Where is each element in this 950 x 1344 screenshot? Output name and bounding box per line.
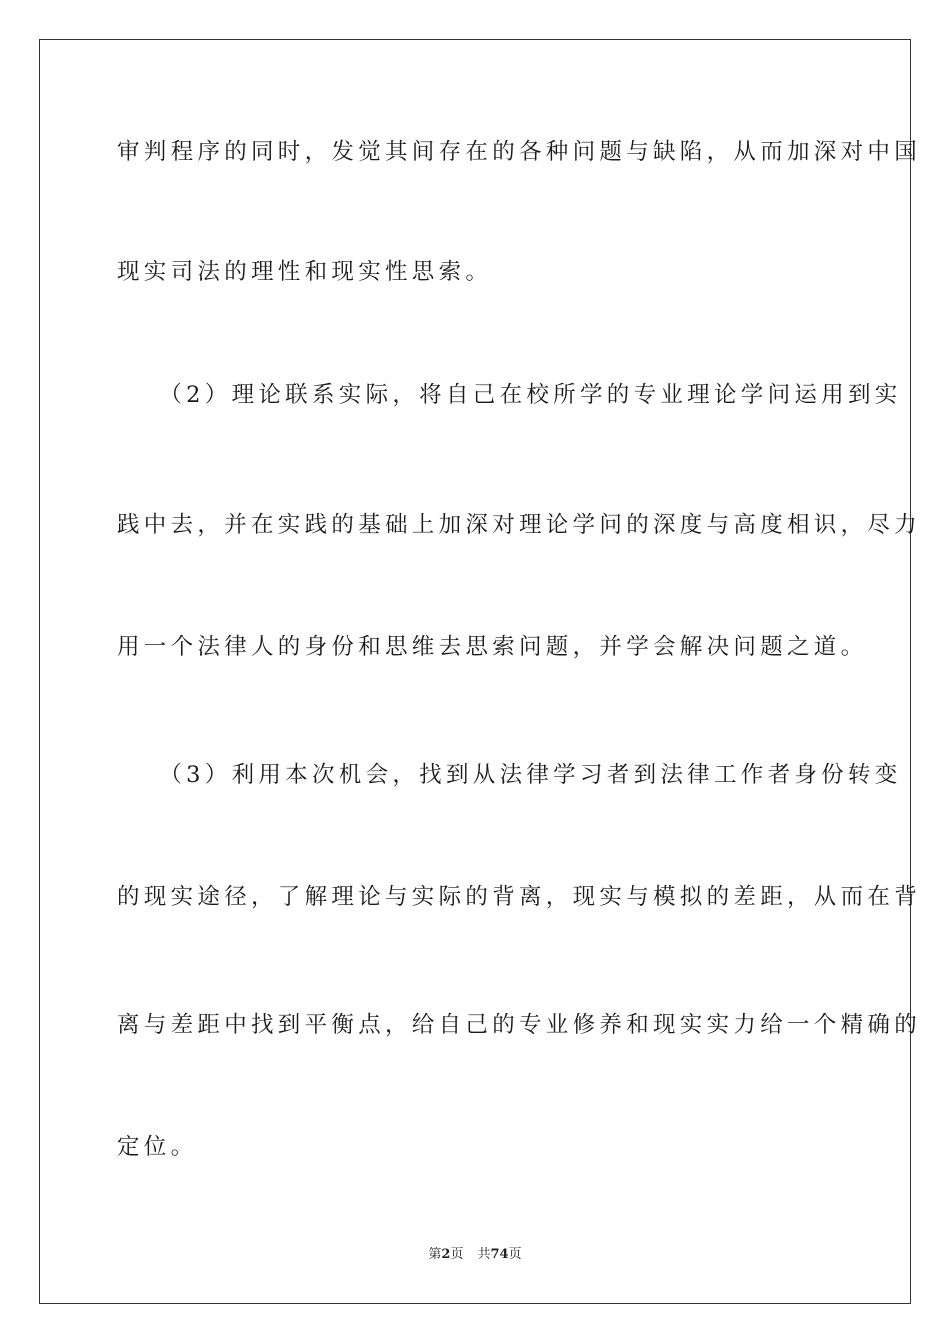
page-prefix: 第 (428, 1247, 442, 1262)
body-line-5: 用一个法律人的身份和思维去思索问题，并学会解决问题之道。 (117, 634, 868, 660)
total-page-count: 74 (490, 1247, 509, 1262)
page-border (39, 39, 922, 1304)
body-line-2: 现实司法的理性和现实性思索。 (117, 259, 493, 285)
body-line-3: （2）理论联系实际，将自己在校所学的专业理论学问运用到实 (117, 382, 902, 408)
total-suffix: 页 (508, 1247, 522, 1262)
body-line-4: 践中去，并在实践的基础上加深对理论学问的深度与高度相识，尽力 (117, 512, 922, 538)
body-line-6: （3）利用本次机会，找到从法律学习者到法律工作者身份转变 (117, 762, 902, 788)
page-footer (0, 1246, 950, 1264)
body-line-1: 审判程序的同时，发觉其间存在的各种问题与缺陷，从而加深对中国 (117, 139, 922, 165)
body-line-8: 离与差距中找到平衡点，给自己的专业修养和现实实力给一个精确的 (117, 1012, 922, 1038)
body-line-9: 定位。 (117, 1134, 198, 1160)
body-line-7: 的现实途径，了解理论与实际的背离，现实与模拟的差距，从而在背 (117, 884, 922, 910)
total-prefix: 共 (477, 1247, 491, 1262)
page-suffix: 页 (450, 1247, 464, 1262)
current-page-number: 2 (441, 1247, 451, 1262)
